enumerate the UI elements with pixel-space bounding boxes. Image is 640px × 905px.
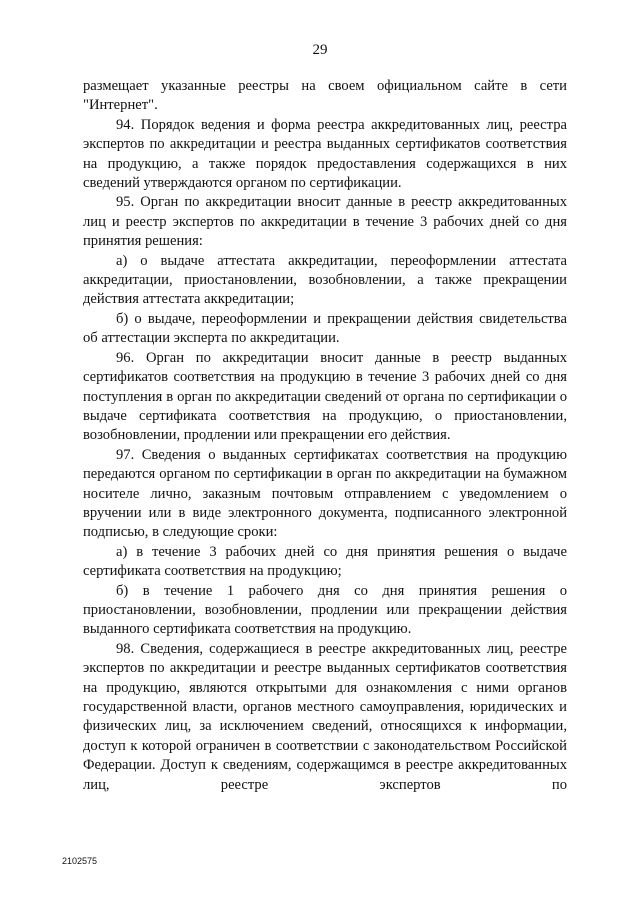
paragraph-95-b: б) о выдаче, переоформлении и прекращении действия свидетельства об аттестации эксперта по аккредитации. — [83, 310, 567, 347]
body-text — [83, 77, 567, 795]
page-number: 29 — [312, 42, 328, 58]
paragraph-96: 96. Орган по аккредитации вносит данные в реестр выданных сертификатов соответствия на продукцию в течение 3 рабочих дней со дня поступления в орган по аккредитации сведений от органа по сертификации о выдаче сертификата соответствия на продукцию, о приостановлении, возобновлении, продлении или прекращении его действия. — [83, 349, 567, 444]
paragraph-98: 98. Сведения, содержащиеся в реестре аккредитованных лиц, реестре экспертов по аккредитации и реестре выданных сертификатов соответствия на продукцию, являются открытыми для ознакомления с ними органов государственной власти, органов местного самоуправления, юридических и физических лиц, за исключением сведений, относящихся к информации, доступ к которой ограничен в соответствии с законодательством Российской Федерации. Доступ к сведениям, содержащимся в реестре аккредитованных лиц, реестре экспертов по — [83, 640, 567, 793]
paragraph-95: 95. Орган по аккредитации вносит данные в реестр аккредитованных лиц и реестр экспертов по аккредитации в течение 3 рабочих дней со дня принятия решения: — [83, 194, 567, 250]
paragraph-94: 94. Порядок ведения и форма реестра аккредитованных лиц, реестра экспертов по аккредитации и реестра выданных сертификатов соответствия на продукцию, а также порядок предоставления содержащихся в них сведений утверждаются органом по сертификации. — [83, 116, 567, 192]
paragraph-continuation: размещает указанные реестры на своем официальном сайте в сети "Интернет". — [83, 78, 567, 114]
document-code: 2102575 — [62, 856, 98, 866]
paragraph-97: 97. Сведения о выданных сертификатах соответствия на продукцию передаются органом по сертификации в орган по аккредитации на бумажном носителе лично, заказным почтовым отправлением с уведомлением о вручении или в виде электронного документа, подписанного электронной подписью, в следующие сроки: — [83, 446, 567, 541]
paragraph-97-b: б) в течение 1 рабочего дня со дня принятия решения о приостановлении, возобновлении, продлении или прекращении действия выданного сертификата соответствия на продукцию. — [83, 582, 567, 638]
paragraph-97-a: а) в течение 3 рабочих дней со дня принятия решения о выдаче сертификата соответствия на продукцию; — [83, 543, 567, 580]
paragraph-95-a: а) о выдаче аттестата аккредитации, переоформлении аттестата аккредитации, приостановлении, возобновлении, а также прекращении действия аттестата аккредитации; — [83, 252, 567, 308]
